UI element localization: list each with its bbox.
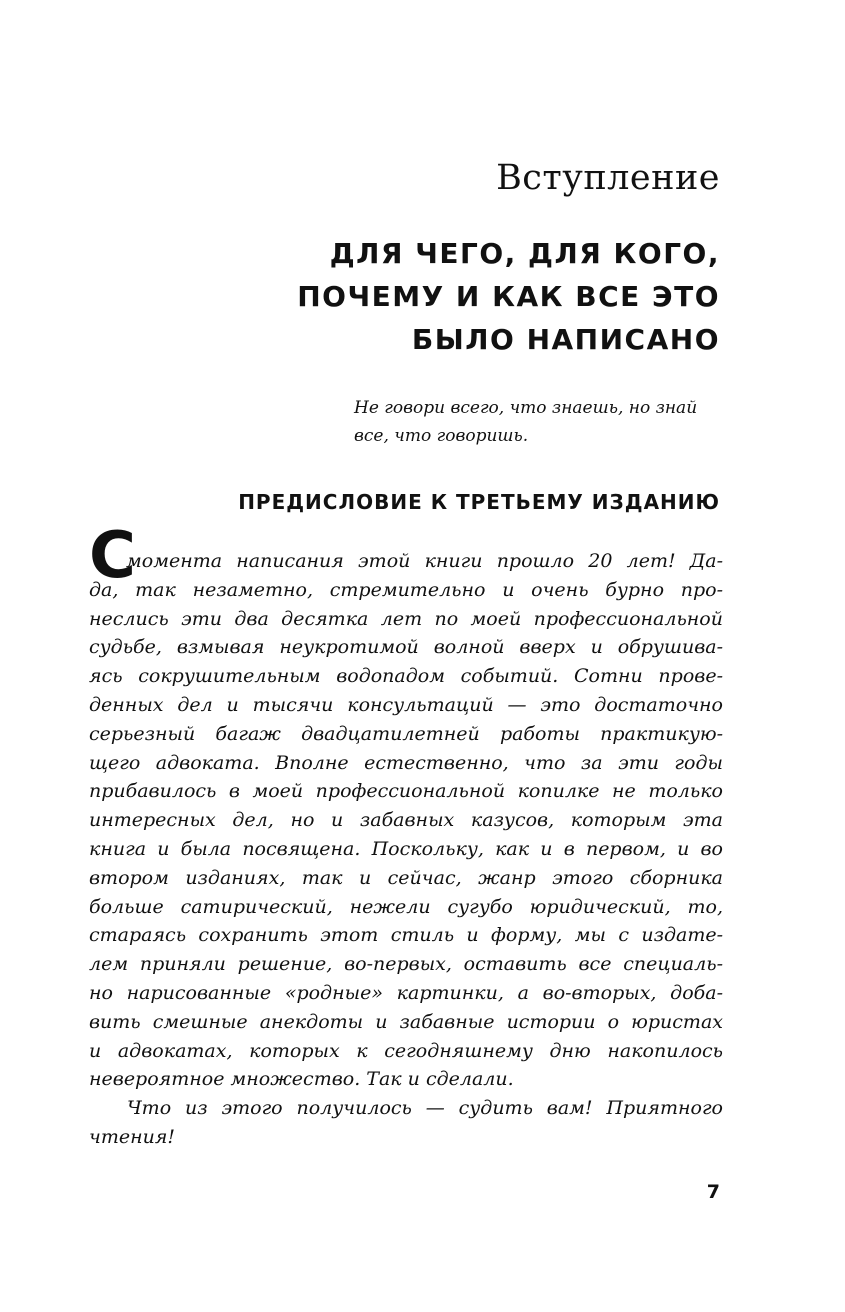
epigraph bbox=[354, 394, 724, 450]
text-line: судьбе, взмывая неукротимой волной вверх и обрушива- bbox=[89, 636, 723, 659]
text-line: ясь сокрушительным водопадом событий. Сотни прове- bbox=[89, 665, 723, 688]
page-number: 7 bbox=[706, 1181, 720, 1203]
chapter-label: Вступление bbox=[496, 158, 720, 198]
text-line: вить смешные анекдоты и забавные истории о юристах bbox=[89, 1010, 723, 1033]
chapter-title-line: ПОЧЕМУ И КАК ВСЕ ЭТО bbox=[297, 280, 720, 313]
text-line: книга и была посвящена. Поскольку, как и в первом, и во bbox=[89, 837, 723, 860]
drop-cap: С bbox=[89, 519, 136, 593]
text-line: денных дел и тысячи консультаций — это достаточно bbox=[89, 693, 723, 716]
chapter-title bbox=[200, 232, 720, 361]
epigraph-line: все, что говоришь. bbox=[354, 426, 529, 446]
text-line: лем приняли решение, во-первых, оставить все специаль- bbox=[89, 953, 723, 976]
text-line: невероятное множество. Так и сделали. bbox=[89, 1068, 514, 1091]
text-line: больше сатирический, нежели сугубо юридический, то, bbox=[89, 895, 723, 918]
epigraph-line: Не говори всего, что знаешь, но знай bbox=[354, 398, 698, 418]
section-heading: ПРЕДИСЛОВИЕ К ТРЕТЬЕМУ ИЗДАНИЮ bbox=[238, 490, 720, 514]
text-line: но нарисованные «родные» картинки, а во-вторых, доба- bbox=[89, 981, 723, 1004]
text-line: неслись эти два десятка лет по моей профессиональной bbox=[89, 607, 723, 630]
text-line: серьезный багаж двадцатилетней работы практикую- bbox=[89, 722, 723, 745]
body-text bbox=[89, 547, 723, 1152]
text-line: интересных дел, но и забавных казусов, которым эта bbox=[89, 809, 723, 832]
text-line: момента написания этой книги прошло 20 лет! Да- bbox=[126, 550, 723, 572]
text-line: и адвокатах, которых к сегодняшнему дню накопилось bbox=[89, 1039, 723, 1062]
text-line: прибавилось в моей профессиональной копилке не только bbox=[89, 780, 723, 803]
text-line: втором изданиях, так и сейчас, жанр этого сборника bbox=[89, 866, 723, 889]
text-line: чтения! bbox=[89, 1125, 176, 1148]
text-line: да, так незаметно, стремительно и очень бурно про- bbox=[89, 578, 723, 601]
text-line: щего адвоката. Вполне естественно, что за эти годы bbox=[89, 751, 723, 774]
text-line: стараясь сохранить этот стиль и форму, мы с издате- bbox=[89, 924, 723, 947]
text-line: Что из этого получилось — судить вам! Приятного bbox=[127, 1097, 723, 1120]
chapter-title-line: ДЛЯ ЧЕГО, ДЛЯ КОГО, bbox=[329, 237, 720, 270]
chapter-title-line: БЫЛО НАПИСАНО bbox=[411, 323, 720, 356]
